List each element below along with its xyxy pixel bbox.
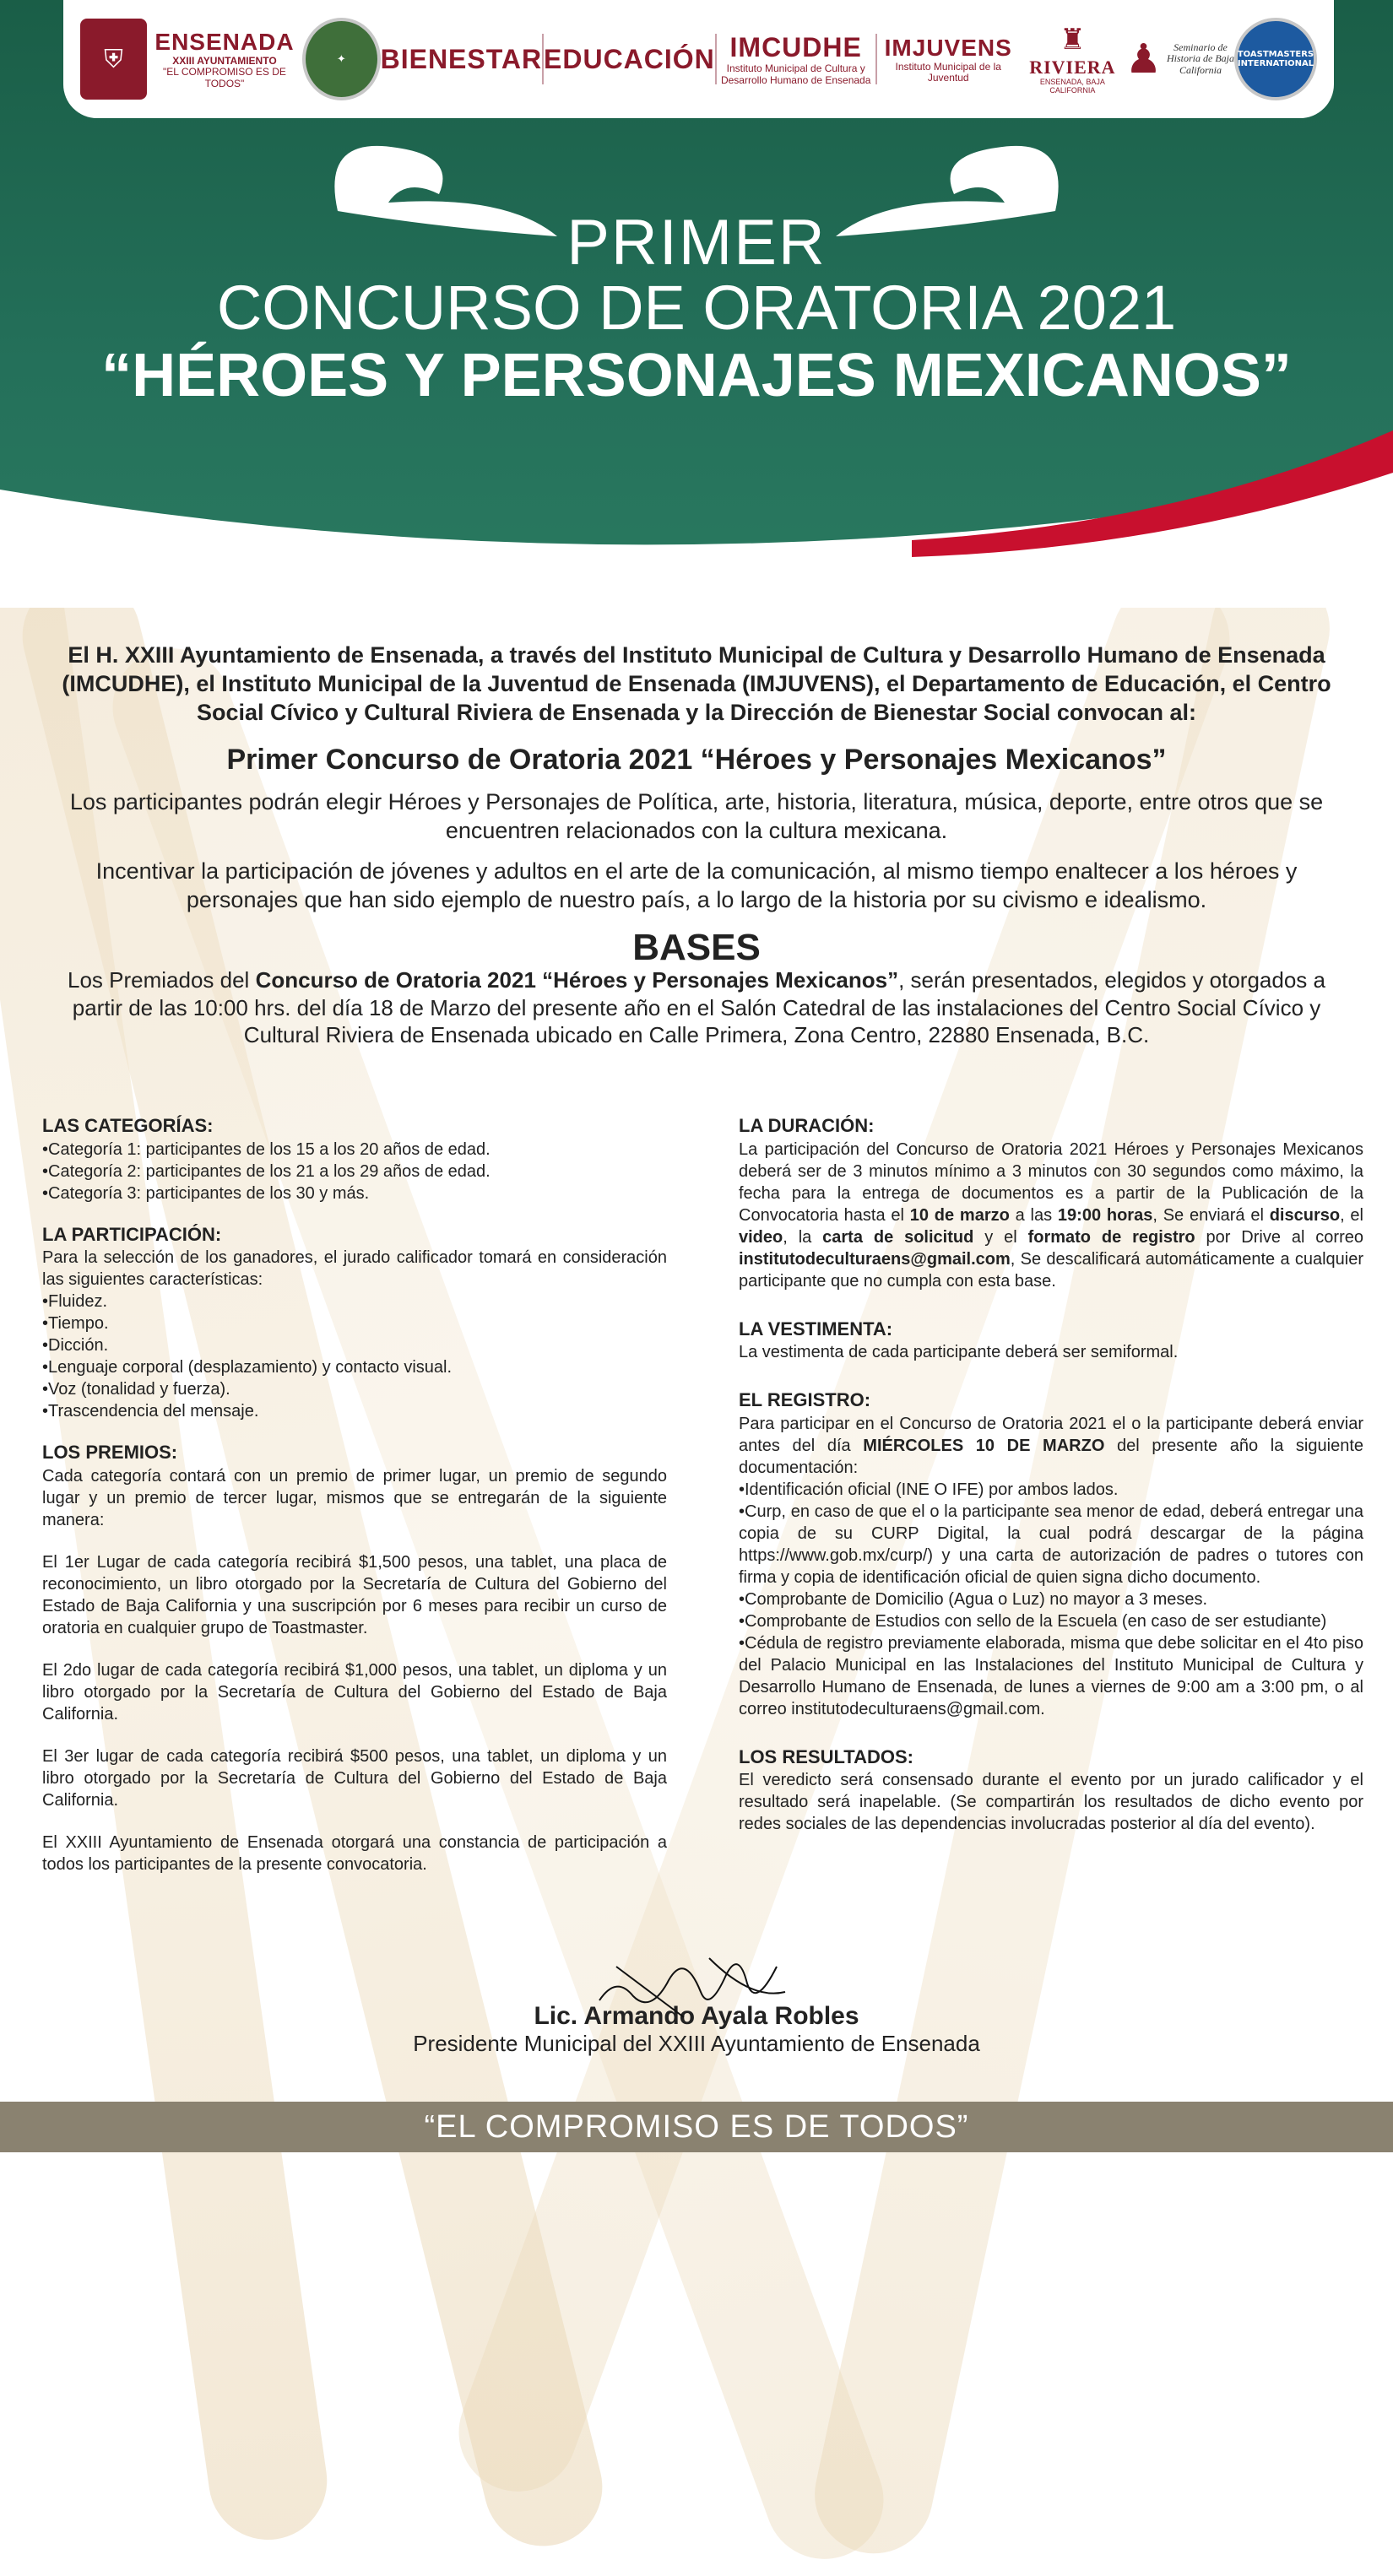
spacer <box>42 1811 667 1832</box>
logo-imjuvens-name: IMJUVENS <box>884 34 1012 61</box>
list-item: •Curp, en caso de que el o la participante sea menor de edad, deberá entregar una copia de su CURP Digital, la cual podrá descargar de la página https://www.gob.mx/curp/) y una carta de autorización de padres o tutores con firma y copia de identificación oficial de quien signa dicho documento. <box>739 1502 1363 1587</box>
list-item: •Voz (tonalidad y fuerza). <box>42 1380 230 1399</box>
duracion-bold-email: institutodeculturaens@gmail.com <box>739 1249 1011 1269</box>
list-item: •Dicción. <box>42 1336 109 1356</box>
title-line2: CONCURSO DE ORATORIA 2021 <box>216 273 1177 343</box>
logo-toastmasters-name: TOASTMASTERS INTERNATIONAL <box>1237 50 1314 68</box>
logo-ensenada-sub: XXIII AYUNTAMIENTO <box>172 55 277 68</box>
left-column <box>42 1114 667 1875</box>
logo-bienestar-name: BIENESTAR <box>380 43 543 74</box>
logo-bienestar <box>381 44 543 75</box>
intro-text: El H. XXIII Ayuntamiento de Ensenada, a través del Instituto Municipal de Cultura y Desarrollo Humano de Ensenada (IMCUDHE), el Instituto Municipal de la Juventud de Ensenada (IMJUVENS), el Departamento de Educación, el Centro Social Cívico y Cultural Riviera de Ensenada y la Dirección de Bienestar Social convocan al: <box>62 642 1331 725</box>
list-item: •Tiempo. <box>42 1314 109 1334</box>
list-item: •Trascendencia del mensaje. <box>42 1402 259 1421</box>
registro-text-part: Para participar en el Concurso de Oratoria 2021 el o la participante deberá enviar antes del día <box>739 1414 1363 1455</box>
registro-intro <box>739 1413 1363 1479</box>
premios-intro: Cada categoría contará con un premio de primer lugar, un premio de segundo lugar y un premio de tercer lugar, mismos que se entregarán de la siguiente manera: <box>42 1466 667 1529</box>
bases-text-post: , serán presentados, elegidos y otorgados a partir de las 10:00 hrs. del día 18 de Marzo del presente año en el Salón Catedral de las instalaciones del Centro Social Cívico y Cultural Riviera de Ensenada ubicado en Calle Primera, Zona Centro, 22880 Ensenada, B.C. <box>72 967 1325 1048</box>
duracion-bold-discurso: discurso <box>1269 1205 1341 1225</box>
toastmasters-logo <box>1234 18 1317 100</box>
logo-educacion-name: EDUCACIÓN <box>544 43 715 74</box>
logo-riviera-sub: ENSENADA, BAJA CALIFORNIA <box>1039 78 1105 95</box>
duracion-text-part: La participación del Concurso de Oratoria 2021 Héroes y Personajes Mexicanos deberá ser de 3 minutos mínimo a 3 minutos con 30 segundos como máximo, la fecha para la entrega de documentos es a partir de la Publicación de la Convocatoria hasta el <box>739 1139 1363 1225</box>
logo-ensenada <box>147 29 302 89</box>
list-item: •Identificación oficial (INE O IFE) por ambos lados. <box>739 1480 1119 1499</box>
registro-bold-date: MIÉRCOLES 10 DE MARZO <box>863 1436 1105 1455</box>
vestimenta-text: La vestimenta de cada participante deberá ser semiformal. <box>739 1343 1179 1362</box>
event-title: Primer Concurso de Oratoria 2021 “Héroes y Personajes Mexicanos” <box>226 744 1167 777</box>
duracion-text-part: por Drive al correo <box>1195 1227 1363 1247</box>
section-heading-duracion: LA DURACIÓN: <box>739 1115 875 1136</box>
handwritten-signature <box>583 1933 802 2026</box>
logo-riviera <box>1020 23 1125 95</box>
bases-text-pre: Los Premiados del <box>68 967 256 993</box>
duracion-text-part: , Se descalificará automáticamente a cualquier participante que no cumpla con esta base. <box>739 1249 1363 1291</box>
logo-riviera-name: RIVIERA <box>1029 57 1116 78</box>
duracion-bold-carta: carta de solicitud <box>822 1227 974 1247</box>
title-line3: “HÉROES Y PERSONAJES MEXICANOS” <box>101 341 1292 409</box>
signature-block <box>0 1933 1393 2057</box>
duracion-bold-formato: formato de registro <box>1027 1227 1195 1247</box>
spacer <box>42 1639 667 1659</box>
logo-ensenada-sub2: "EL COMPROMISO ES DE TODOS" <box>163 66 286 89</box>
list-item: •Comprobante de Estudios con sello de la Escuela (en caso de ser estudiante) <box>739 1611 1327 1631</box>
participacion-intro: Para la selección de los ganadores, el jurado calificador tomará en consideración las siguientes características: <box>42 1248 667 1290</box>
bases-columns <box>42 1114 1363 1875</box>
logo-imcudhe <box>717 32 875 85</box>
duracion-text-part: , el <box>1340 1205 1363 1225</box>
logo-imcudhe-name: IMCUDHE <box>729 32 862 63</box>
paragraph-2: Incentivar la participación de jóvenes y adultos en el arte de la comunicación, al mismo tiempo enaltecer a los héroes y personajes que han sido ejemplo de nuestro país, a lo largo de la historia por su civismo e idealismo. <box>95 858 1298 912</box>
list-item: •Fluidez. <box>42 1292 108 1312</box>
logo-ensenada-name: ENSENADA <box>154 29 295 56</box>
logo-bar <box>63 0 1334 118</box>
premio-segundo-lugar: El 2do lugar de cada categoría recibirá $1,000 pesos, una tablet, un diploma y un libro otorgado por la Secretaría de Cultura del Gobierno del Estado de Baja California. <box>42 1660 667 1724</box>
constancia-text: El XXIII Ayuntamiento de Ensenada otorgará una constancia de participación a todos los participantes de la presente convocatoria. <box>42 1832 667 1874</box>
logo-seminario <box>1125 35 1234 83</box>
logo-imjuvens-sub: Instituto Municipal de la Juventud <box>895 60 1001 84</box>
section-heading-premios: LOS PREMIOS: <box>42 1442 178 1464</box>
title-line1: PRIMER <box>566 207 827 279</box>
coat-of-arms-icon: ✦ <box>302 18 381 100</box>
spacer <box>42 1531 667 1551</box>
list-item: •Cédula de registro previamente elaborada, misma que debe solicitar en el 4to piso del Palacio Municipal en las Instalaciones del Instituto Municipal de Cultura y Desarrollo Humano de Ensenada, de lunes a viernes de 9:00 am a 3:00 pm, o al correo institutodeculturaens@gmail.com. <box>739 1633 1363 1718</box>
duracion-text-part: y el <box>973 1227 1028 1247</box>
duracion-text-part: a las <box>1009 1205 1058 1225</box>
list-item: •Categoría 2: participantes de los 21 a los 29 años de edad. <box>42 1161 491 1181</box>
list-item: •Lenguaje corporal (desplazamiento) y contacto visual. <box>42 1358 453 1377</box>
section-heading-registro: EL REGISTRO: <box>739 1389 871 1411</box>
logo-imjuvens <box>877 35 1020 84</box>
title-area <box>0 143 1393 410</box>
section-heading-vestimenta: LA VESTIMENTA: <box>739 1318 893 1339</box>
registro-text-part: del presente año la siguiente documentación: <box>739 1436 1363 1477</box>
header-banner <box>0 0 1393 608</box>
logo-educacion <box>544 44 715 75</box>
list-item: •Categoría 3: participantes de los 30 y más. <box>42 1183 370 1203</box>
duracion-text <box>739 1139 1363 1292</box>
ensenada-seal-icon: ⛨ <box>80 19 147 100</box>
duracion-bold-date: 10 de marzo <box>909 1205 1010 1225</box>
resultados-text: El veredicto será consensado durante el evento por un jurado calificador y el resultado será inapelable. (Se compartirán los resultados de dicho evento por redes sociales de las dependencias involucradas posterior al día del evento). <box>739 1771 1363 1834</box>
premio-tercer-lugar: El 3er lugar de cada categoría recibirá $500 pesos, una tablet, un diploma y un libro otorgado por la Secretaría de Cultura del Gobierno del Estado de Baja California. <box>42 1746 667 1810</box>
premio-primer-lugar: El 1er Lugar de cada categoría recibirá $1,500 pesos, una tablet, una placa de reconocimiento, un libro otorgado por la Secretaría de Cultura del Gobierno del Estado de Baja California y una suscripción por 6 meses para recibir un curso de oratoria en cualquier grupo de Toastmaster. <box>42 1552 667 1637</box>
logo-seminario-name: Seminario de Historia de Baja California <box>1166 41 1234 76</box>
list-item: •Categoría 1: participantes de los 15 a los 20 años de edad. <box>42 1139 491 1159</box>
duracion-bold-video: video <box>739 1227 783 1247</box>
right-column <box>739 1114 1363 1875</box>
section-heading-resultados: LOS RESULTADOS: <box>739 1745 913 1767</box>
list-item: •Comprobante de Domicilio (Agua o Luz) no mayor a 3 meses. <box>739 1589 1208 1609</box>
spacer <box>42 1725 667 1745</box>
duracion-bold-time: 19:00 horas <box>1057 1205 1153 1225</box>
logo-imcudhe-sub: Instituto Municipal de Cultura y Desarrollo Humano de Ensenada <box>720 62 871 86</box>
riviera-building-icon: ♜ <box>1060 23 1086 57</box>
paragraph-1: Los participantes podrán elegir Héroes y Personajes de Política, arte, historia, literatura, música, deporte, entre otros que se encuentren relacionados con la cultura mexicana. <box>69 789 1324 843</box>
duracion-text-part: , la <box>783 1227 823 1247</box>
signatory-name: Lic. Armando Ayala Robles <box>534 2002 859 2030</box>
bases-text <box>42 966 1351 1049</box>
figure-icon: ♟ <box>1125 35 1162 83</box>
main-content <box>42 641 1351 1049</box>
bases-heading: BASES <box>632 927 761 969</box>
footer-slogan: “EL COMPROMISO ES DE TODOS” <box>0 2102 1393 2152</box>
bases-text-bold: Concurso de Oratoria 2021 “Héroes y Personajes Mexicanos” <box>255 967 899 993</box>
section-heading-participacion: LA PARTICIPACIÓN: <box>42 1223 222 1245</box>
signatory-title: Presidente Municipal del XXIII Ayuntamiento de Ensenada <box>413 2031 980 2056</box>
duracion-text-part: , Se enviará el <box>1152 1205 1270 1225</box>
section-heading-categorias: LAS CATEGORÍAS: <box>42 1115 214 1136</box>
